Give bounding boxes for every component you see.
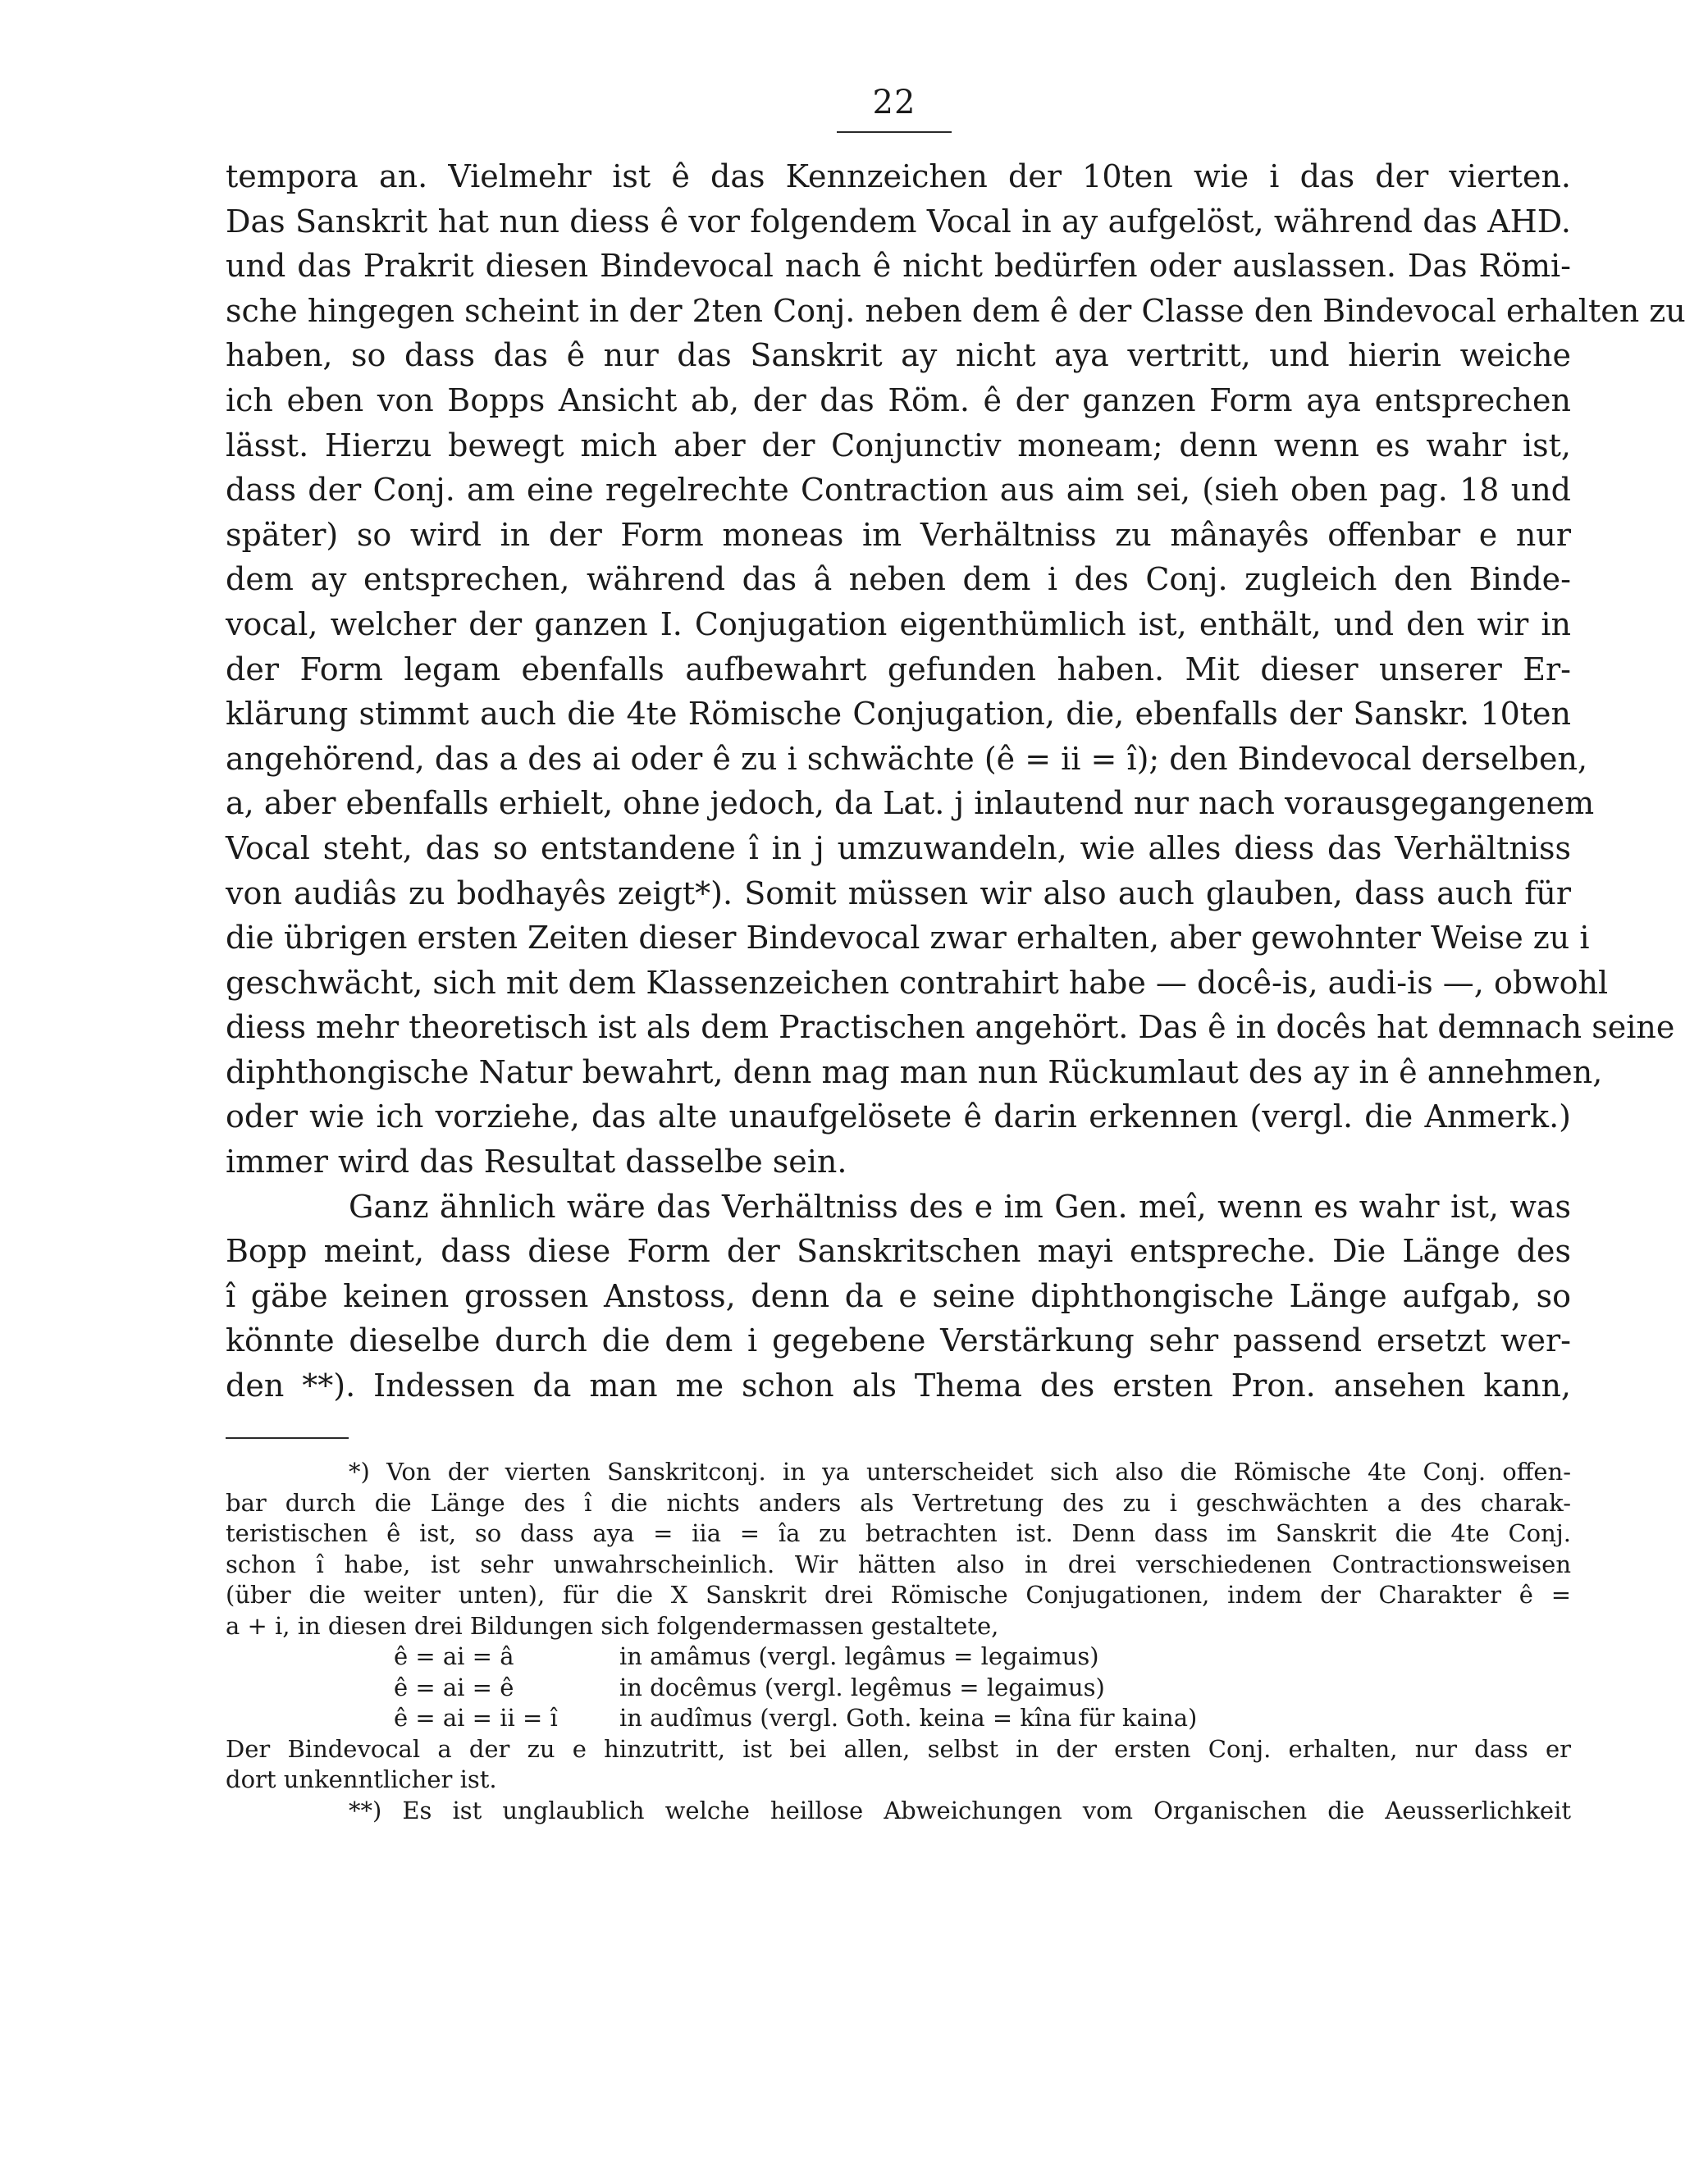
text-line: Ganz ähnlich wäre das Verhältniss des e im Gen. meî, wenn es wahr ist, was [349, 1188, 1571, 1225]
text-line: ich eben von Bopps Ansicht ab, der das Röm. ê der ganzen Form aya entsprechen [226, 381, 1571, 418]
page-number-rule [837, 131, 952, 133]
text-line: den **). Indessen da man me schon als Thema des ersten Pron. ansehen kann, [226, 1368, 1571, 1404]
footnote-rule [226, 1437, 349, 1439]
page-number: 22 [872, 84, 916, 121]
text-line: und das Prakrit diesen Bindevocal nach ê nicht bedürfen oder auslassen. Das Römi- [226, 248, 1571, 285]
text-line: könnte dieselbe durch die dem i gegebene Verstärkung sehr passend ersetzt wer- [226, 1322, 1571, 1359]
text-line: dass der Conj. am eine regelrechte Contraction aus aim sei, (sieh oben pag. 18 und [226, 472, 1571, 509]
equation-right: in docêmus (vergl. legêmus = legaimus) [619, 1673, 1105, 1701]
text-line: klärung stimmt auch die 4te Römische Conjugation, die, ebenfalls der Sanskr. 10ten [226, 696, 1571, 733]
text-line: tempora an. Vielmehr ist ê das Kennzeichen der 10ten wie i das der vierten. [226, 158, 1571, 194]
text-line: î gäbe keinen grossen Anstoss, denn da e seine diphthongische Länge aufgab, so [226, 1277, 1571, 1314]
text-line: dem ay entsprechen, während das â neben dem i des Conj. zugleich den Binde- [226, 561, 1571, 598]
text-line: haben, so dass das ê nur das Sanskrit ay nicht aya vertritt, und hierin weiche [226, 337, 1571, 374]
text-line: Das Sanskrit hat nun diess ê vor folgendem Vocal in ay aufgelöst, während das AHD. [226, 203, 1571, 240]
footnote-equation [226, 1641, 1571, 1673]
text-line: von audiâs zu bodhayês zeigt*). Somit müssen wir also auch glauben, dass auch für [226, 874, 1571, 911]
text-line: der Form legam ebenfalls aufbewahrt gefunden haben. Mit dieser unserer Er- [226, 651, 1571, 687]
footnote-equation [226, 1673, 1571, 1704]
footnote-line: (über die weiter unten), für die X Sanskrit drei Römische Conjugationen, indem der Charakter ê = [226, 1581, 1571, 1609]
text-line: später) so wird in der Form moneas im Verhältniss zu mânayês offenbar e nur [226, 516, 1571, 553]
equation-left: ê = ai = ê [394, 1673, 514, 1701]
footnote-line: bar durch die Länge des î die nichts anders als Vertretung des zu i geschwächten a des charak- [226, 1488, 1571, 1517]
text-line: angehörend, das a des ai oder ê zu i schwächte (ê = ii = î); den Bindevocal derselben, [226, 740, 1588, 777]
footnote-line: *) Von der vierten Sanskritconj. in ya unterscheidet sich also die Römische 4te Conj. offen- [349, 1458, 1571, 1486]
text-line: Bopp meint, dass diese Form der Sanskritschen mayi entspreche. Die Länge des [226, 1233, 1571, 1270]
text-line: Vocal steht, das so entstandene î in j umzuwandeln, wie alles diess das Verhältniss [226, 829, 1571, 866]
text-line: sche hingegen scheint in der 2ten Conj. neben dem ê der Classe den Bindevocal erhalten zu [226, 292, 1686, 329]
footnote-line: a + i, in diesen drei Bildungen sich folgendermassen gestaltete, [226, 1611, 999, 1640]
footnote-equation [226, 1703, 1571, 1734]
main-text [226, 154, 1686, 1409]
text-line: oder wie ich vorziehe, das alte unaufgelösete ê darin erkennen (vergl. die Anmerk.) [226, 1098, 1571, 1135]
text-line: immer wird das Resultat dasselbe sein. [226, 1144, 847, 1180]
equation-right: in audîmus (vergl. Goth. keina = kîna für kaina) [619, 1704, 1198, 1732]
text-line: diess mehr theoretisch ist als dem Practischen angehört. Das ê in docês hat demnach seine [226, 1009, 1675, 1046]
text-line: a, aber ebenfalls erhielt, ohne jedoch, da Lat. j inlautend nur nach vorausgegangenem [226, 785, 1595, 822]
text-line: diphthongische Natur bewahrt, denn mag man nun Rückumlaut des ay in ê annehmen, [226, 1053, 1603, 1090]
text-line: lässt. Hierzu bewegt mich aber der Conjunctiv moneam; denn wenn es wahr ist, [226, 427, 1571, 463]
footnote-line: teristischen ê ist, so dass aya = iia = îa zu betrachten ist. Denn dass im Sanskrit die 4te Conj. [226, 1519, 1571, 1547]
footnotes [226, 1457, 1571, 1826]
text-line: die übrigen ersten Zeiten dieser Bindevocal zwar erhalten, aber gewohnter Weise zu i [226, 920, 1590, 957]
text-line: geschwächt, sich mit dem Klassenzeichen contrahirt habe — docê-is, audi-is —, obwohl [226, 964, 1609, 1001]
footnote-line: **) Es ist unglaublich welche heillose Abweichungen vom Organischen die Aeusserlichkeit [349, 1796, 1571, 1824]
equation-left: ê = ai = â [394, 1642, 514, 1670]
equation-left: ê = ai = ii = î [394, 1704, 558, 1732]
text-line: vocal, welcher der ganzen I. Conjugation eigenthümlich ist, enthält, und den wir in [226, 605, 1571, 642]
equation-right: in amâmus (vergl. legâmus = legaimus) [619, 1642, 1099, 1670]
footnote-line: schon î habe, ist sehr unwahrscheinlich. Wir hätten also in drei verschiedenen Contractionsweisen [226, 1550, 1571, 1578]
footnote-line: dort unkenntlicher ist. [226, 1765, 497, 1793]
footnote-line: Der Bindevocal a der zu e hinzutritt, ist bei allen, selbst in der ersten Conj. erhalten, nur dass er [226, 1734, 1571, 1763]
